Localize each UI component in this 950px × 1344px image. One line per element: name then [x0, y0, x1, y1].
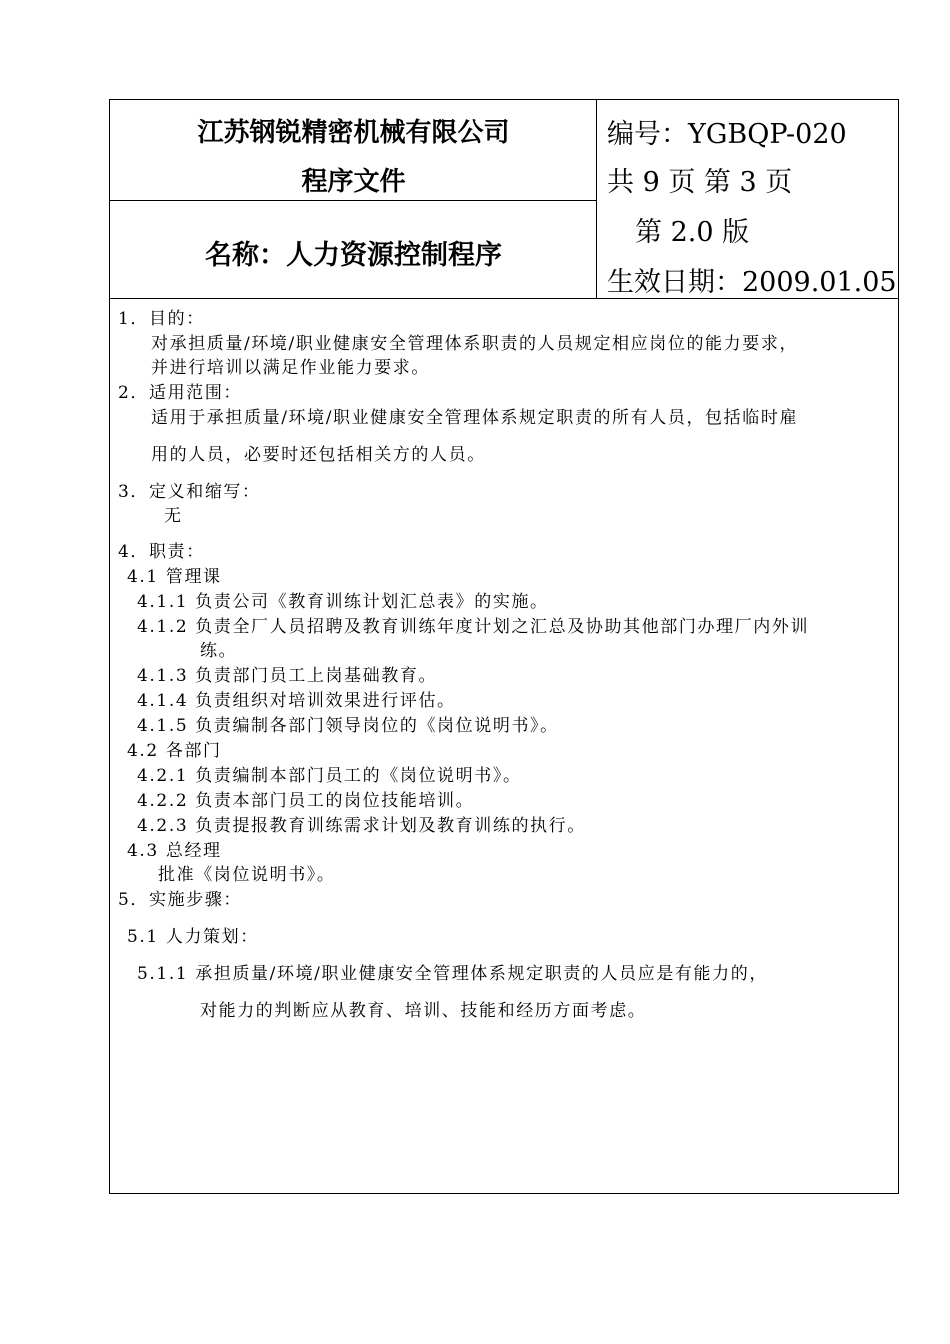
list-item: 4.1.4 负责组织对培训效果进行评估。	[137, 691, 456, 711]
section-2-text: 适用于承担质量/环境/职业健康安全管理体系规定职责的所有人员，包括临时雇	[151, 408, 799, 428]
section-4-title: 4．职责：	[118, 542, 205, 562]
page-count: 共 9 页 第 3 页	[607, 167, 793, 198]
effective-date: 生效日期：2009.01.05	[607, 267, 897, 298]
section-2-text: 用的人员，必要时还包括相关方的人员。	[151, 445, 486, 465]
list-item: 4.1.5 负责编制各部门领导岗位的《岗位说明书》。	[137, 716, 559, 736]
list-item: 4.1.1 负责公司《教育训练计划汇总表》的实施。	[137, 592, 549, 612]
list-item: 4.2.1 负责编制本部门员工的《岗位说明书》。	[137, 766, 522, 786]
list-item: 5.1.1 承担质量/环境/职业健康安全管理体系规定职责的人员应是有能力的，	[137, 964, 768, 984]
list-item: 4.1.2 负责全厂人员招聘及教育训练年度计划之汇总及协助其他部门办理厂内外训	[137, 617, 810, 637]
subsection-heading: 4.3 总经理	[127, 841, 222, 861]
section-3-title: 3．定义和缩写：	[118, 482, 261, 502]
list-item: 对能力的判断应从教育、培训、技能和经历方面考虑。	[200, 1001, 647, 1021]
subsection-heading: 4.2 各部门	[127, 741, 222, 761]
section-1-text: 对承担质量/环境/职业健康安全管理体系职责的人员规定相应岗位的能力要求，	[151, 334, 799, 354]
subsection-heading: 4.1 管理课	[127, 567, 222, 587]
document-title: 名称：人力资源控制程序	[205, 240, 502, 271]
header-meta-cell	[597, 100, 898, 298]
document-type: 程序文件	[301, 167, 406, 197]
list-item: 批准《岗位说明书》。	[158, 865, 336, 885]
subsection-heading: 5.1 人力策划：	[127, 927, 259, 947]
section-1-title: 1．目的：	[118, 309, 205, 329]
version: 第 2.0 版	[635, 217, 750, 248]
section-2-title: 2．适用范围：	[118, 383, 243, 403]
document-frame	[109, 99, 899, 1194]
list-item: 练。	[200, 641, 238, 661]
list-item: 4.1.3 负责部门员工上岗基础教育。	[137, 666, 438, 686]
list-item: 4.2.3 负责提报教育训练需求计划及教育训练的执行。	[137, 816, 586, 836]
section-3-text: 无	[164, 506, 183, 526]
section-5-title: 5．实施步骤：	[118, 890, 243, 910]
list-item: 4.2.2 负责本部门员工的岗位技能培训。	[137, 791, 475, 811]
company-name: 江苏钢锐精密机械有限公司	[197, 118, 510, 148]
document-code: 编号：YGBQP-020	[607, 119, 847, 150]
section-1-text: 并进行培训以满足作业能力要求。	[151, 358, 430, 378]
